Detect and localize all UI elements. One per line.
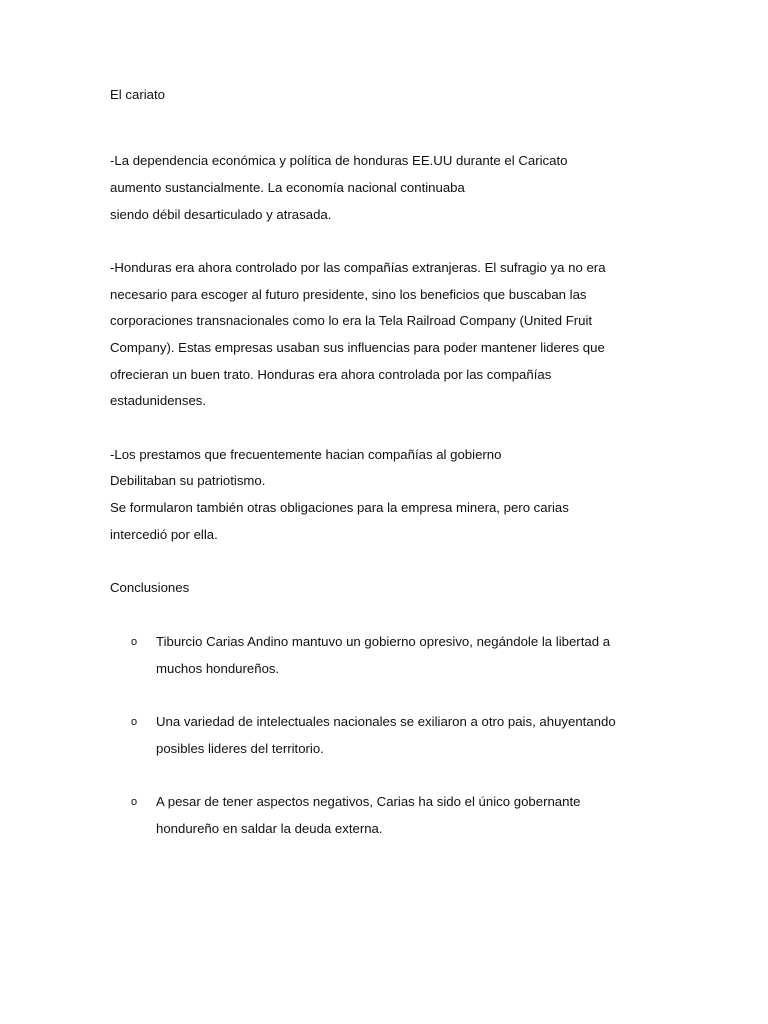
bullet-circle-icon: o	[131, 796, 138, 808]
paragraph-line: intercedió por ella.	[110, 527, 218, 542]
list-item-line: hondureño en saldar la deuda externa.	[156, 821, 383, 836]
paragraph-line: ofrecieran un buen trato. Honduras era ahora controlada por las compañías	[110, 367, 552, 382]
paragraph-line: necesario para escoger al futuro presidente, sino los beneficios que buscaban las	[110, 287, 587, 302]
document-title: El cariato	[110, 87, 165, 102]
paragraph-line: aumento sustancialmente. La economía nacional continuaba	[110, 180, 465, 195]
list-item-line: posibles lideres del territorio.	[156, 741, 324, 756]
list-item-line: muchos hondureños.	[156, 661, 280, 676]
bullet-circle-icon: o	[131, 636, 138, 648]
paragraph-line: estadunidenses.	[110, 393, 207, 408]
paragraph-line: Company). Estas empresas usaban sus influencias para poder mantener lideres que	[110, 340, 605, 355]
list-item-line: Tiburcio Carias Andino mantuvo un gobierno opresivo, negándole la libertad a	[156, 634, 611, 649]
paragraph-line: -La dependencia económica y política de honduras EE.UU durante el Caricato	[110, 153, 568, 168]
paragraph-line: siendo débil desarticulado y atrasada.	[110, 207, 332, 222]
paragraph-line: Debilitaban su patriotismo.	[110, 473, 266, 488]
list-item-line: Una variedad de intelectuales nacionales se exiliaron a otro pais, ahuyentando	[156, 714, 616, 729]
paragraph-line: corporaciones transnacionales como lo era la Tela Railroad Company (United Fruit	[110, 313, 593, 328]
list-item-line: A pesar de tener aspectos negativos, Carias ha sido el único gobernante	[156, 794, 581, 809]
paragraph-line: -Los prestamos que frecuentemente hacian compañías al gobierno	[110, 447, 502, 462]
bullet-circle-icon: o	[131, 716, 138, 728]
paragraph-line: -Honduras era ahora controlado por las compañías extranjeras. El sufragio ya no era	[110, 260, 606, 275]
paragraph-line: Se formularon también otras obligaciones para la empresa minera, pero carias	[110, 500, 569, 515]
conclusions-heading: Conclusiones	[110, 580, 190, 595]
